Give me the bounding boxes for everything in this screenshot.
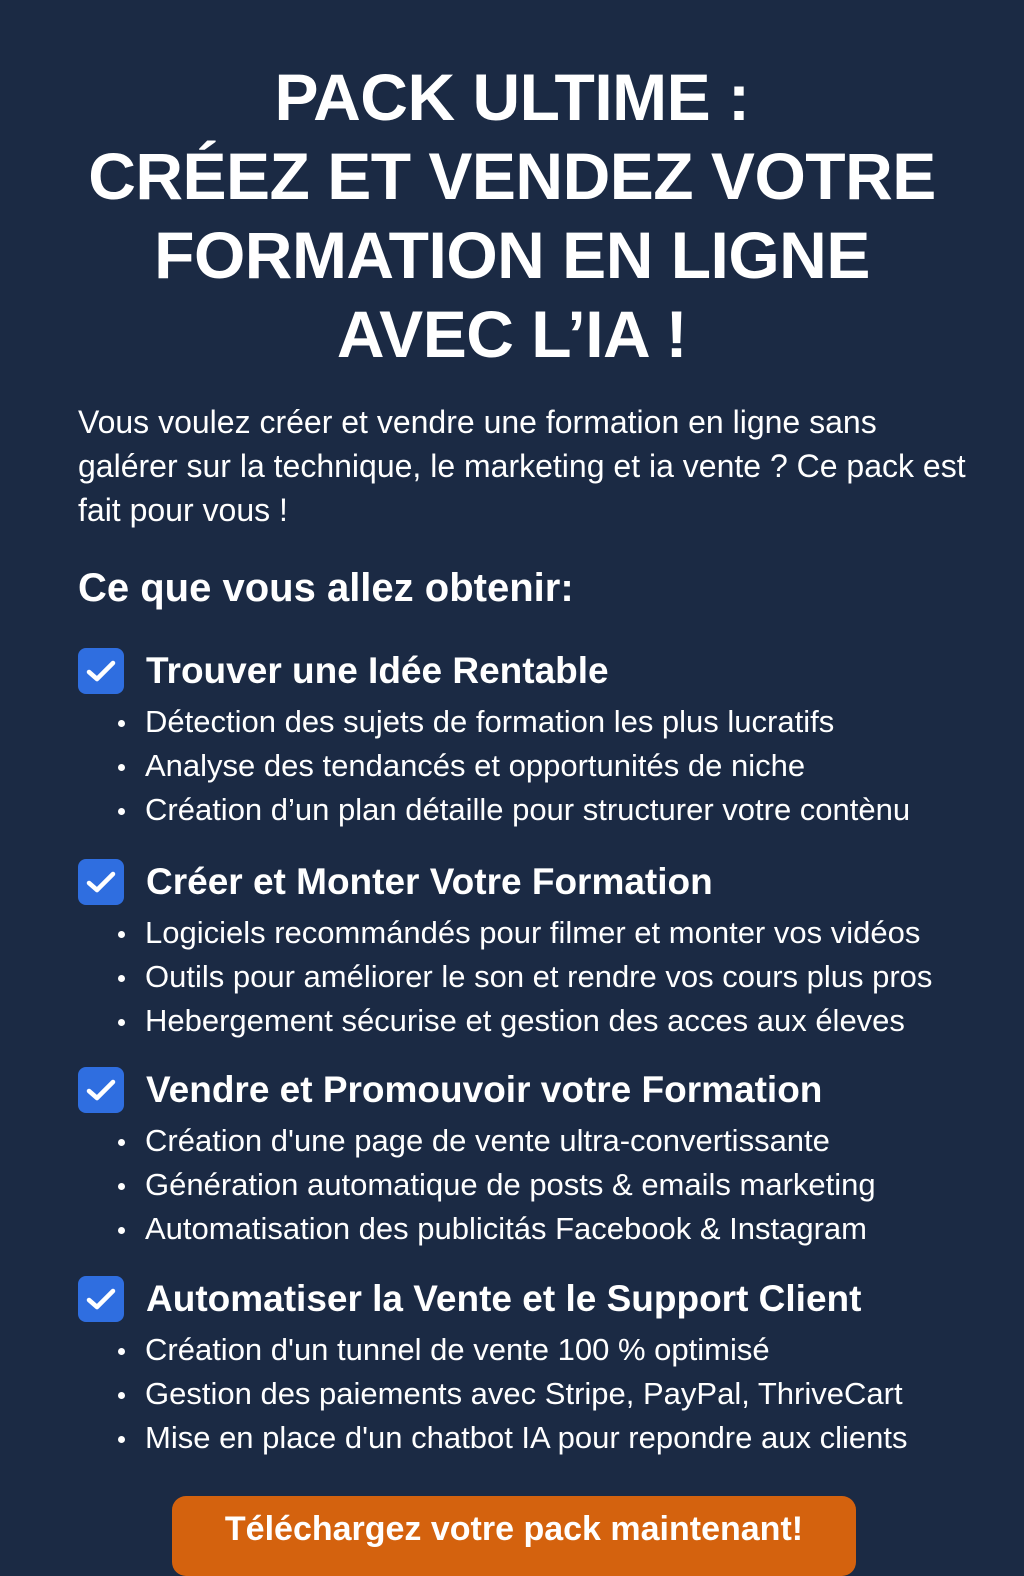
download-button[interactable]: Téléchargez votre pack maintenant! xyxy=(172,1496,856,1576)
page-title xyxy=(40,58,984,374)
list-item: Mise en place d'un chatbot IA pour repondre aux clients xyxy=(78,1416,998,1460)
title-line-3: FORMATION EN LIGNE xyxy=(154,218,870,292)
feature-block-header xyxy=(78,1065,998,1115)
check-icon xyxy=(78,1276,124,1322)
feature-list xyxy=(78,1119,998,1251)
list-item: Automatisation des publicitás Facebook & Instagram xyxy=(78,1207,998,1251)
feature-list xyxy=(78,700,998,832)
list-item: Logiciels recommándés pour filmer et monter vos vidéos xyxy=(78,911,998,955)
feature-block-automate xyxy=(78,1274,998,1460)
list-item: Création d'une page de vente ultra-convertissante xyxy=(78,1119,998,1163)
list-item: Création d'un tunnel de vente 100 % optimisé xyxy=(78,1328,998,1372)
title-line-1: PACK ULTIME : xyxy=(274,60,750,134)
check-icon xyxy=(78,648,124,694)
feature-list xyxy=(78,1328,998,1460)
feature-block-title: Vendre et Promouvoir votre Formation xyxy=(146,1069,823,1110)
list-item: Hebergement sécurise et gestion des acces aux éleves xyxy=(78,999,998,1043)
intro-text: Vous voulez créer et vendre une formation en ligne sans galérer sur la technique, le marketing et ia vente ? Ce pack est fait pour vous ! xyxy=(78,404,966,528)
check-icon xyxy=(78,1067,124,1113)
list-item: Analyse des tendancés et opportunités de niche xyxy=(78,744,998,788)
feature-block-header xyxy=(78,646,998,696)
feature-block-sell xyxy=(78,1065,998,1251)
list-item: Détection des sujets de formation les plus lucratifs xyxy=(78,700,998,744)
feature-block-header xyxy=(78,857,998,907)
list-item: Outils pour améliorer le son et rendre vos cours plus pros xyxy=(78,955,998,999)
feature-list xyxy=(78,911,998,1043)
feature-block-header xyxy=(78,1274,998,1324)
title-line-4: AVEC L’IA ! xyxy=(336,297,688,371)
feature-block-title: Créer et Monter Votre Formation xyxy=(146,861,713,902)
feature-block-title: Trouver une Idée Rentable xyxy=(146,650,609,691)
feature-block-create xyxy=(78,857,998,1043)
check-icon xyxy=(78,859,124,905)
section-heading: Ce que vous allez obtenir: xyxy=(78,566,574,610)
title-line-2: CRÉEZ ET VENDEZ VOTRE xyxy=(88,139,936,213)
list-item: Création d’un plan détaille pour structurer votre contènu xyxy=(78,788,998,832)
list-item: Génération automatique de posts & emails marketing xyxy=(78,1163,998,1207)
feature-block-title: Automatiser la Vente et le Support Client xyxy=(146,1278,862,1319)
list-item: Gestion des paiements avec Stripe, PayPal, ThriveCart xyxy=(78,1372,998,1416)
feature-block-idea xyxy=(78,646,998,832)
